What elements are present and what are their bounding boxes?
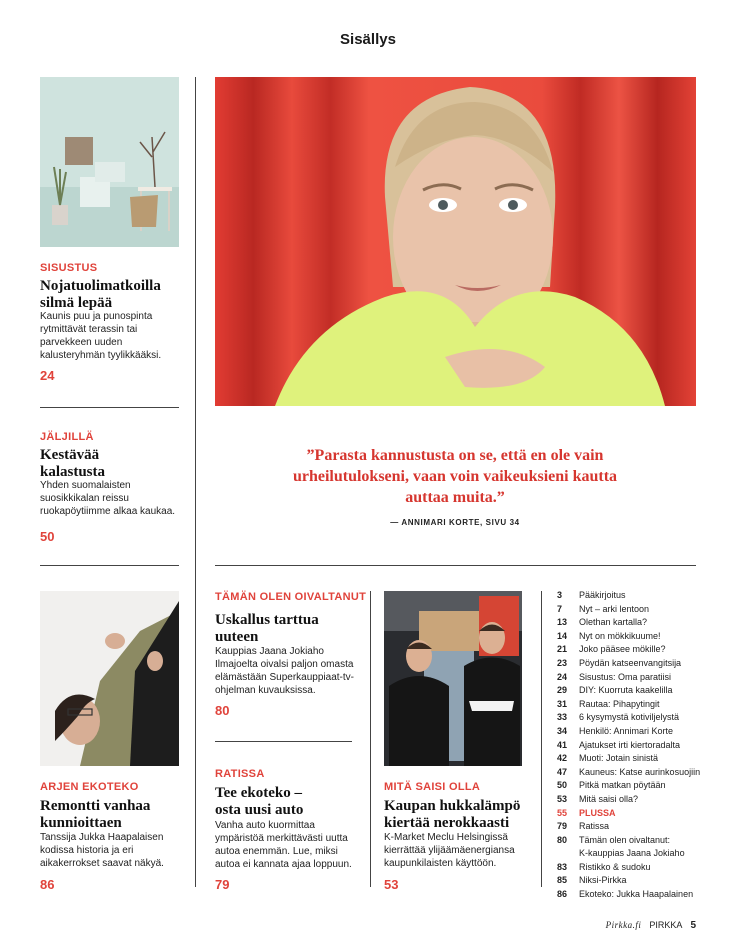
story-text: Tanssija Jukka Haapalaisen kodissa historia ja eri aikakerrokset saavat näkyä. <box>40 832 164 869</box>
story-text: K-Market Meclu Helsingissä kierrättää ylijäämäenergiansa kaupunkilaisten käyttöön. <box>384 832 515 869</box>
toc-item[interactable] <box>557 820 722 834</box>
toc-title: Nyt on mökkikuume! <box>579 630 661 641</box>
toc-item[interactable] <box>557 603 722 617</box>
toc-page-number: 85 <box>557 875 568 886</box>
toc-title: Niksi-Pirkka <box>579 875 627 886</box>
store-owners-photo <box>384 591 522 766</box>
toc-title: Rautaa: Pihapytingit <box>579 698 660 709</box>
section-label: RATISSA <box>215 768 265 780</box>
toc-title: Sisustus: Oma paratiisi <box>579 671 672 682</box>
divider <box>40 565 179 566</box>
toc-title: Ajatukset irti kiertoradalta <box>579 739 681 750</box>
toc-item[interactable] <box>557 684 722 698</box>
column-divider <box>195 77 196 887</box>
story-headline[interactable]: Remontti vanhaa kunnioittaen <box>40 798 151 831</box>
page-number[interactable]: 50 <box>40 529 55 544</box>
toc-item[interactable] <box>557 779 722 793</box>
dancer-photo <box>40 591 179 766</box>
page-title: Sisällys <box>340 31 396 48</box>
section-label: SISUSTUS <box>40 262 98 274</box>
toc-page-number: 14 <box>557 630 568 641</box>
pull-quote: ”Parasta kannustusta on se, että en ole vain urheilutulokseni, vaan voin vaikeuksieni kautta auttaa muita.” <box>292 447 618 506</box>
toc-page-number: 29 <box>557 685 568 696</box>
toc-page-number: 34 <box>557 725 568 736</box>
toc-page-number: 7 <box>557 603 563 614</box>
column-divider <box>370 591 371 887</box>
toc-page-number: 53 <box>557 793 568 804</box>
toc-page-number: 55 <box>557 807 568 818</box>
toc-item[interactable] <box>557 630 722 644</box>
section-label: MITÄ SAISI OLLA <box>384 781 481 793</box>
toc-page-number: 80 <box>557 834 568 845</box>
story-headline[interactable]: Kestävää kalastusta <box>40 447 106 480</box>
toc-title: Tämän olen oivaltanut: <box>579 834 671 845</box>
toc-page-number: 86 <box>557 889 568 900</box>
toc-title: Muoti: Jotain sinistä <box>579 753 659 764</box>
toc-title: Pääkirjoitus <box>579 590 626 600</box>
toc-item[interactable] <box>557 861 722 875</box>
page-number[interactable]: 24 <box>40 368 55 383</box>
interior-photo <box>40 77 179 247</box>
toc-title: Henkilö: Annimari Korte <box>579 725 674 736</box>
toc-item[interactable] <box>557 888 722 902</box>
toc-title: Ekoteko: Jukka Haapalainen <box>579 889 694 900</box>
story-headline[interactable]: Tee ekoteko – osta uusi auto <box>215 785 304 818</box>
toc-page-number: 83 <box>557 861 568 872</box>
toc-item[interactable] <box>557 616 722 630</box>
toc-title: DIY: Kuorruta kaakelilla <box>579 685 673 696</box>
toc-item[interactable] <box>557 834 722 848</box>
toc-page-number: 31 <box>557 698 568 709</box>
story-text: Vanha auto kuormittaa ympäristöä merkittävästi uutta autoa enemmän. Lue, miksi autoa ei kannata ajaa loppuun. <box>215 820 352 870</box>
story-headline[interactable]: Nojatuolimatkoilla silmä lepää <box>40 278 161 311</box>
toc-item[interactable] <box>557 793 722 807</box>
toc-page-number: 47 <box>557 766 568 777</box>
toc-title: Joko pääsee mökille? <box>579 644 666 655</box>
toc-item[interactable] <box>557 807 722 821</box>
toc-title: Ratissa <box>579 821 610 832</box>
page-number[interactable]: 79 <box>215 877 230 892</box>
toc-page-number: 79 <box>557 821 568 832</box>
toc-title: Olethan kartalla? <box>579 617 648 628</box>
toc-item[interactable] <box>557 725 722 739</box>
toc-item[interactable] <box>557 698 722 712</box>
page-number[interactable]: 86 <box>40 877 55 892</box>
column-divider <box>541 591 542 887</box>
toc-item[interactable] <box>557 847 722 861</box>
footer-page-number: 5 <box>690 920 696 931</box>
toc-page-number: 33 <box>557 712 568 723</box>
story-text: Kaunis puu ja punospinta rytmittävät terassin tai parvekkeen uuden kalusteryhmän tyylikkääksi. <box>40 311 162 361</box>
section-label: ARJEN EKOTEKO <box>40 781 139 793</box>
footer <box>606 920 696 931</box>
toc-title: Ristikko & sudoku <box>579 861 651 872</box>
page-number[interactable]: 53 <box>384 877 399 892</box>
toc-item[interactable] <box>557 874 722 888</box>
annimari-korte-photo[interactable] <box>215 77 696 406</box>
toc-title: 6 kysymystä kotiviljelystä <box>579 712 680 723</box>
toc-page-number: 50 <box>557 780 568 791</box>
story-text: Kauppias Jaana Jokiaho Ilmajoelta oivalsi paljon omasta elämästään Superkauppiaat-tv-ohjelman kuvauksissa. <box>215 646 354 696</box>
toc-title: Mitä saisi olla? <box>579 793 639 804</box>
toc-item[interactable] <box>557 739 722 753</box>
toc-page-number <box>557 847 579 861</box>
toc-page-number: 23 <box>557 657 568 668</box>
footer-brand: PIRKKA <box>649 920 683 930</box>
toc-page-number: 13 <box>557 617 568 628</box>
table-of-contents <box>557 589 722 902</box>
toc-item[interactable] <box>557 589 722 603</box>
divider <box>40 407 179 408</box>
toc-title: Pöydän katseenvangitsija <box>579 657 682 668</box>
story-headline[interactable]: Uskallus tarttua uuteen <box>215 612 319 645</box>
divider <box>215 565 696 566</box>
divider <box>215 741 352 742</box>
toc-page-number: 41 <box>557 739 568 750</box>
toc-item[interactable] <box>557 711 722 725</box>
toc-item[interactable] <box>557 766 722 780</box>
page-number[interactable]: 80 <box>215 703 230 718</box>
toc-item[interactable] <box>557 671 722 685</box>
toc-item[interactable] <box>557 643 722 657</box>
quote-credit: — ANNIMARI KORTE, SIVU 34 <box>390 518 520 527</box>
toc-title: K-kauppias Jaana Jokiaho <box>579 848 685 859</box>
toc-title: Pitkä matkan pöytään <box>579 780 666 791</box>
toc-title: Kauneus: Katse aurinkosuojiin <box>579 766 701 777</box>
toc-page-number: 24 <box>557 671 568 682</box>
toc-title: Nyt – arki lentoon <box>579 603 650 614</box>
toc-page-number: 42 <box>557 753 568 764</box>
story-headline[interactable]: Kaupan hukkalämpö kiertää nerokkaasti <box>384 798 521 831</box>
toc-title: PLUSSA <box>579 807 616 818</box>
section-label: JÄLJILLÄ <box>40 431 94 443</box>
story-text: Yhden suomalaisten suosikkikalan reissu ruokapöytiimme alkaa kaukaa. <box>40 480 176 517</box>
toc-page-number: 3 <box>557 590 563 600</box>
toc-item[interactable] <box>557 657 722 671</box>
footer-site[interactable]: Pirkka.fi <box>605 920 642 930</box>
toc-item[interactable] <box>557 752 722 766</box>
toc-page-number: 21 <box>557 644 568 655</box>
section-label: TÄMÄN OLEN OIVALTANUT <box>215 591 367 603</box>
